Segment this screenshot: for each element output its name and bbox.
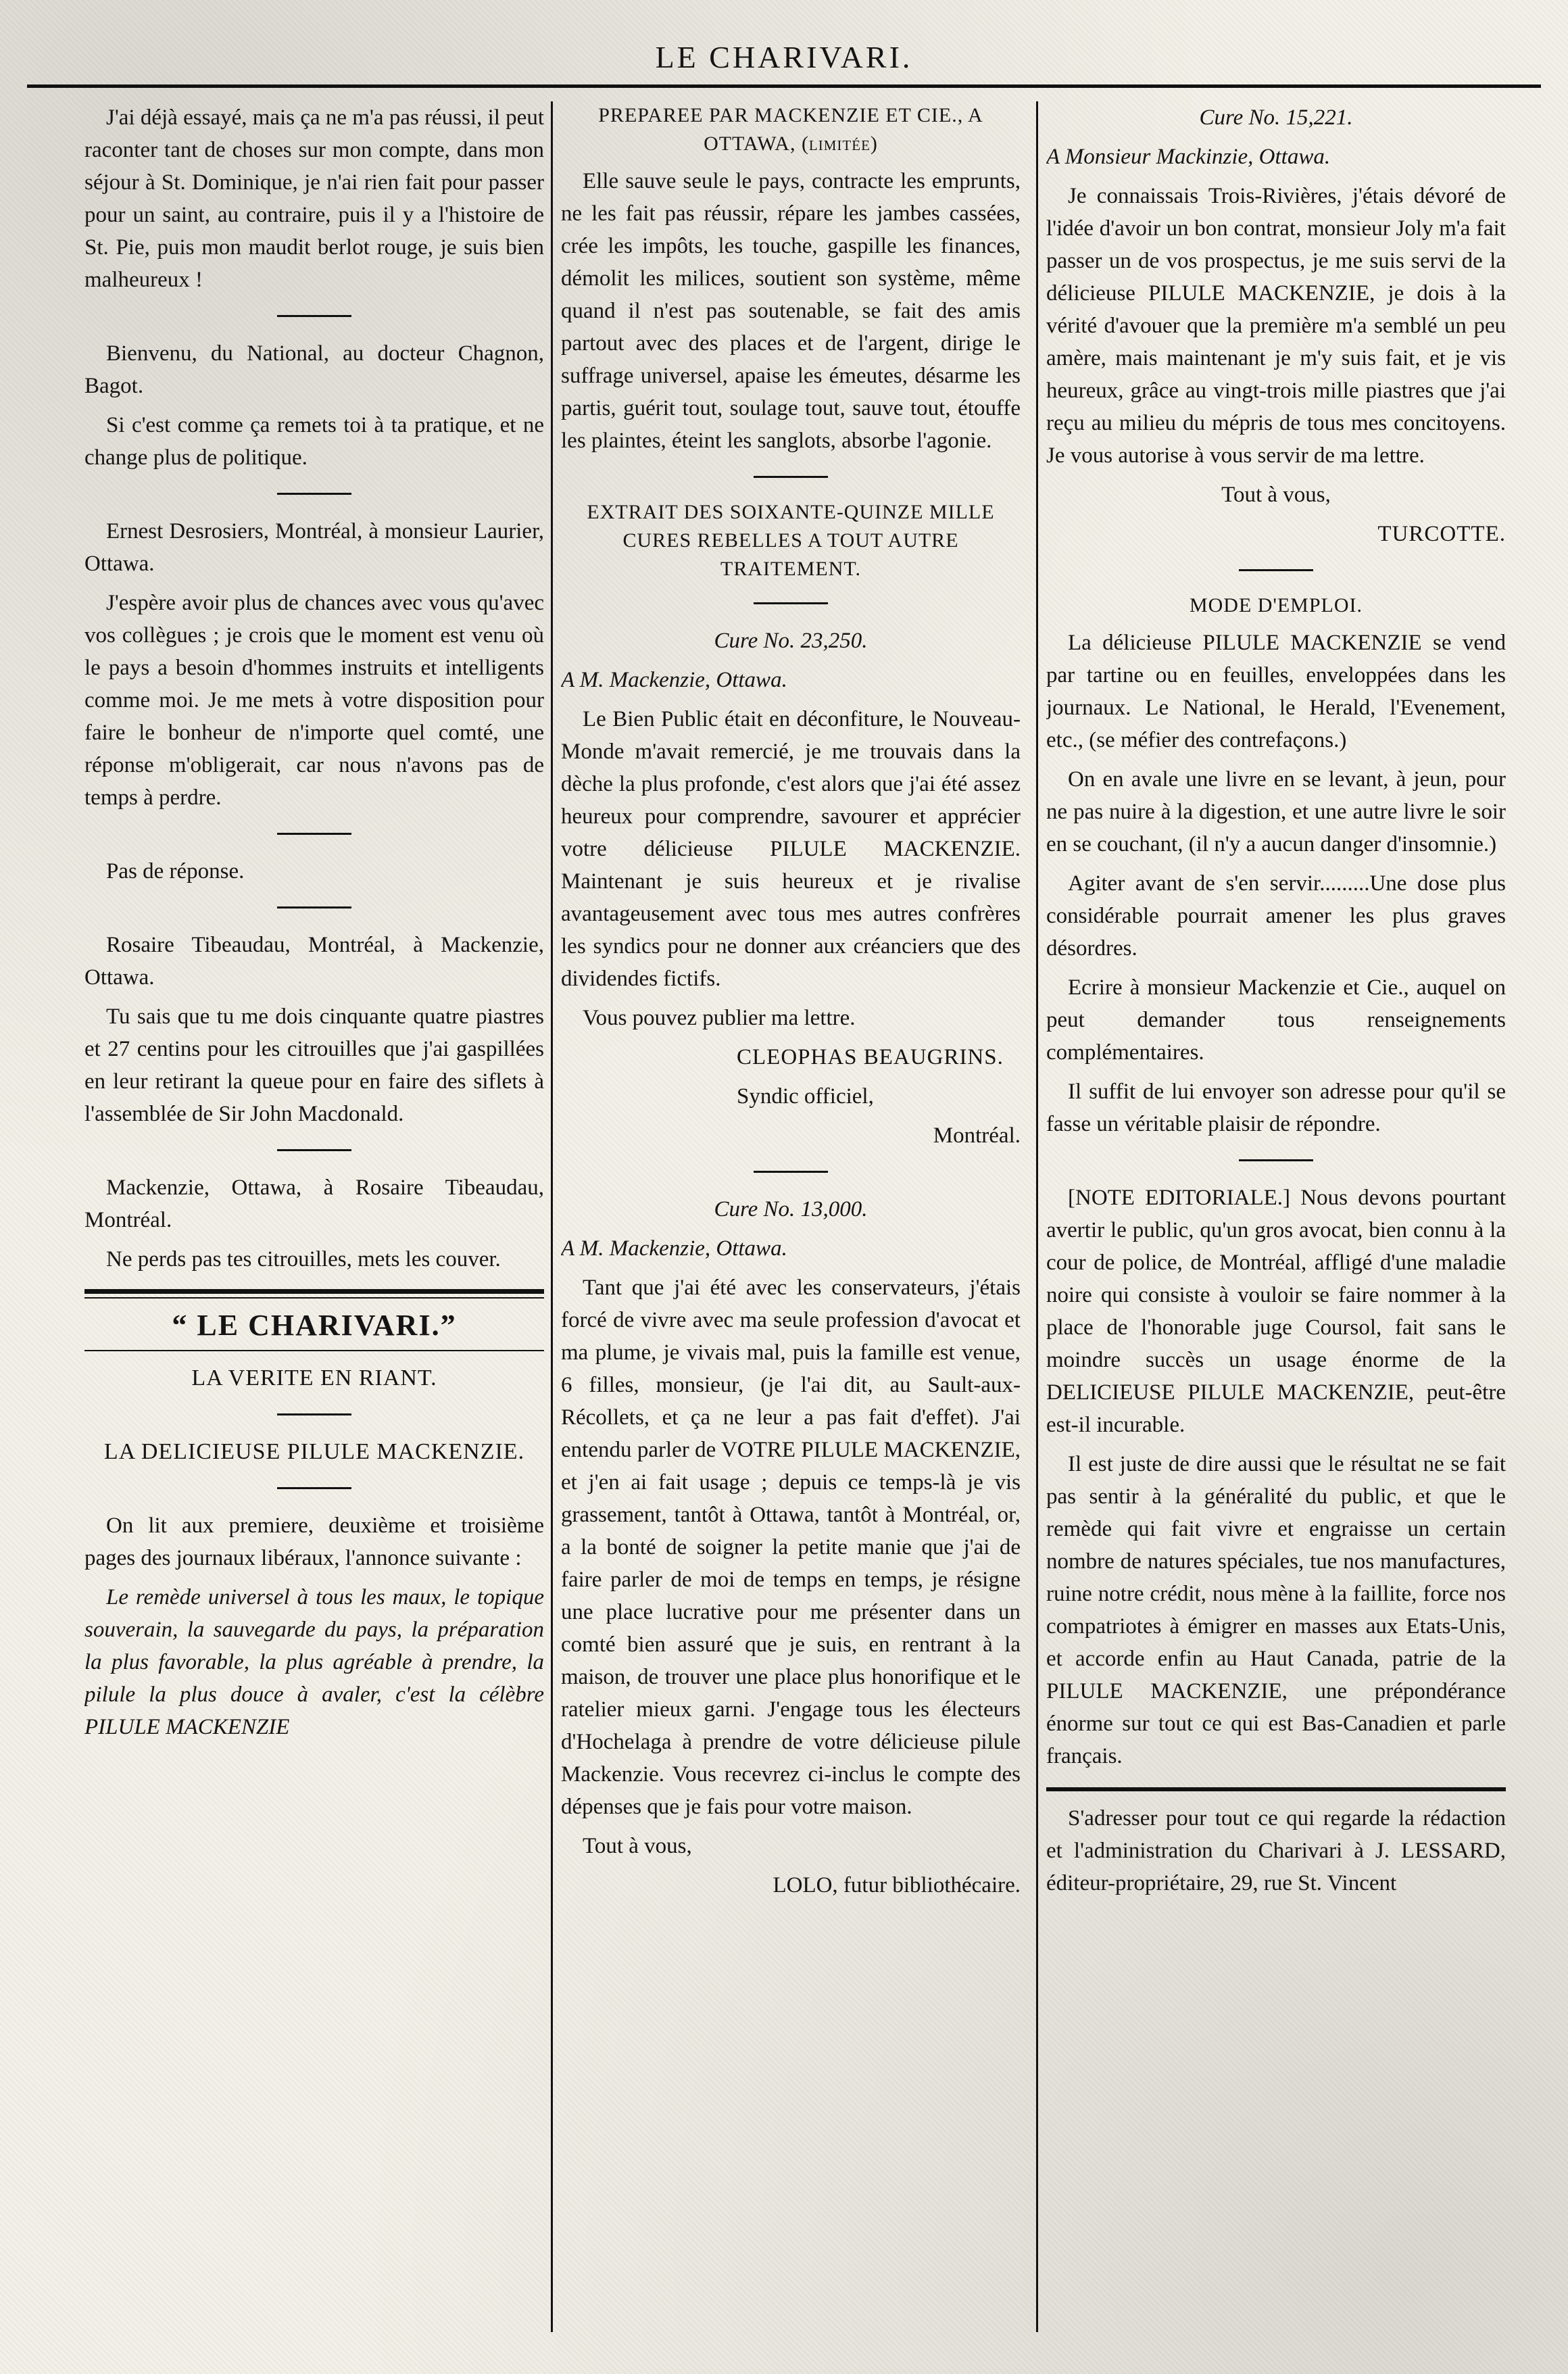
column-1 — [84, 101, 544, 2352]
column-2 — [561, 101, 1021, 2352]
cure2-title: Cure No. 13,000. — [714, 1197, 868, 1221]
cure1-signature-place: Montréal. — [933, 1123, 1021, 1148]
col1-paragraph-4: Ernest Desrosiers, Montréal, à monsieur Laurier, Ottawa. — [84, 519, 544, 576]
col2-header: PREPAREE PAR MACKENZIE ET CIE., A OTTAWA, (limitée) — [598, 104, 983, 155]
col1-paragraph-8: Tu sais que tu me dois cinquante quatre piastres et 27 centins pour les citrouilles que j'ai gaspillées en leur retirant la queue pour en faire des siflets à l'assemblée de Sir John Macdonald. — [84, 1004, 544, 1126]
col1-paragraph-1: J'ai déjà essayé, mais ça ne m'a pas réussi, il peut raconter tant de choses sur mon compte, dans mon séjour à St. Dominique, je n'ai rien fait pour passer pour un saint, au contraire, puis il y a l'histoire de St. Pie, puis mon maudit berlot rouge, je suis bien malheureux ! — [84, 105, 544, 292]
col2-paragraph-1: Elle sauve seule le pays, contracte les emprunts, ne les fait pas réussir, répare les jambes cassées, crée les impôts, les touche, gaspille les finances, démolit les milices, soutient son système, même quand il n'est pas soutenable, se fait des amis partout avec des places et de l'argent, dirige le suffrage universel, apaise les émeutes, désarme les partis, guérit tout, soulage tout, sauve tout, étouffe les plaintes, éteint les sanglots, absorbe l'agonie. — [561, 169, 1021, 453]
publisher-footer: S'adresser pour tout ce qui regarde la rédaction et l'administration du Charivari à J. LESSARD, éditeur-propriétaire, 29, rue St. Vincent — [1046, 1806, 1506, 1895]
separator — [1239, 569, 1313, 571]
mode-paragraph-1: La délicieuse PILULE MACKENZIE se vend par tartine ou en feuilles, enveloppées dans les journaux. Le National, le Herald, l'Evenement, etc., (se méfier des contrefaçons.) — [1046, 631, 1506, 752]
separator — [277, 833, 351, 835]
column-divider-1 — [551, 101, 553, 2332]
cure3-body: Je connaissais Trois-Rivières, j'étais dévoré de l'idée d'avoir un bon contrat, monsieur Joly m'a fait passer un de vos prospectus, je me suis servi de la délicieuse PILULE MACKENZIE, je dois à la vérité d'avouer que la première m'a semblé un peu amère, mais maintenant je m'y suis fait, et je vis heureux, grâce au vingt-trois mille piastres que j'ai reçu au milieu du mépris de tous mes concitoyens. Je vous autorise à vous servir de ma lettre. — [1046, 184, 1506, 468]
editorial-note-1: [NOTE EDITORIALE.] Nous devons pourtant avertir le public, qu'un gros avocat, bien connu à la cour de police, de Montréal, affligé d'une maladie noire qui consiste à vouloir se faire nommer à la place de l'honorable juge Coursol, fait sans le moindre succès un usage énorme de la DELICIEUSE PILULE MACKENZIE, peut-être est-il incurable. — [1046, 1186, 1506, 1437]
cure3-closing: Tout à vous, — [1221, 483, 1331, 507]
cure2-body: Tant que j'ai été avec les conservateurs, j'étais forcé de vivre avec ma seule profession d'avocat et ma plume, je vivais mal, puis la famille est venue, 6 filles, monsieur, (je l'ai dit, au Sault-aux-Récollets, et ça ne leur a pas fait d'effet). J'ai entendu parler de VOTRE PILULE MACKENZIE, et j'en ai fait usage ; depuis ce temps-là je vis grassement, tantôt à Ottawa, tantôt à Montréal, or, a la bonté de soigner la petite manie que j'ai de faire parler de moi de temps en temps, je résigne une place lucrative pour me présenter dans un comté bien assuré que je suis, en rentrant à la maison, de trouver une place plus honorifique et le ratelier mieux garni. J'engage tous les électeurs d'Hochelaga à prendre de votre délicieuse pilule Mackenzie. Vous recevrez ci-inclus le compte des dépenses que je fais pour votre maison. — [561, 1276, 1021, 1819]
column-3 — [1046, 101, 1506, 2352]
cure3-signature: TURCOTTE. — [1377, 522, 1506, 546]
column-divider-2 — [1036, 101, 1038, 2332]
separator — [1239, 1159, 1313, 1161]
separator — [277, 906, 351, 909]
mode-paragraph-4: Ecrire à monsieur Mackenzie et Cie., auquel on peut demander tous renseignements complémentaires. — [1046, 975, 1506, 1065]
cure1-signature-name: CLEOPHAS BEAUGRINS. — [737, 1045, 1004, 1069]
thin-rule — [84, 1350, 544, 1351]
cure1-address: A M. Mackenzie, Ottawa. — [561, 668, 787, 692]
col1-paragraph-3: Si c'est comme ça remets toi à ta pratique, et ne change plus de politique. — [84, 413, 544, 470]
separator — [754, 476, 828, 478]
mode-paragraph-5: Il suffit de lui envoyer son adresse pour qu'il se fasse un véritable plaisir de répondre. — [1046, 1080, 1506, 1136]
col1-paragraph-5: J'espère avoir plus de chances avec vous qu'avec vos collègues ; je crois que le moment est venu où le pays a besoin d'hommes instruits et intelligents comme moi. Je me mets à votre disposition pour faire le bonheur de n'importe quel comté, une réponse m'obligerait, car nous n'avons pas de temps à perdre. — [84, 591, 544, 810]
cure1-title: Cure No. 23,250. — [714, 629, 868, 653]
separator — [277, 493, 351, 495]
extract-heading: EXTRAIT DES SOIXANTE-QUINZE MILLE CURES REBELLES A TOUT AUTRE TRAITEMENT. — [587, 501, 995, 580]
separator — [277, 315, 351, 317]
charivari-banner: “ LE CHARIVARI.” — [172, 1309, 457, 1342]
masthead-rule — [27, 84, 1541, 88]
motto: LA VERITE EN RIANT. — [191, 1365, 437, 1390]
cure3-title: Cure No. 15,221. — [1199, 105, 1353, 130]
col1-paragraph-6: Pas de réponse. — [106, 859, 245, 883]
cure1-closing: Vous pouvez publier ma lettre. — [583, 1006, 856, 1030]
col1-paragraph-10: Ne perds pas tes citrouilles, mets les couver. — [106, 1247, 501, 1271]
section-title: LA DELICIEUSE PILULE MACKENZIE. — [103, 1439, 525, 1464]
mode-paragraph-3: Agiter avant de s'en servir.........Une dose plus considérable pourrait amener les plus graves désordres. — [1046, 871, 1506, 961]
mode-emploi-heading: MODE D'EMPLOI. — [1189, 594, 1363, 616]
cure2-address: A M. Mackenzie, Ottawa. — [561, 1236, 787, 1261]
mode-paragraph-2: On en avale une livre en se levant, à jeun, pour ne pas nuire à la digestion, et une autre livre le soir en se couchant, (il n'y a aucun danger d'insomnie.) — [1046, 767, 1506, 856]
separator — [277, 1413, 351, 1415]
editorial-note-2: Il est juste de dire aussi que le résultat ne se fait pas sentir à la généralité du public, et que le remède qui fait vivre et engraisse un certain nombre de natures spéciales, tue nos manufactures, ruine notre crédit, nous mène à la faillite, force nos compatriotes à émigrer en masses aux Etats-Unis, et accorde enfin au Haut Canada, patrie de la PILULE MACKENZIE, une prépondérance énorme sur tout ce qui est Bas-Canadien et parle français. — [1046, 1452, 1506, 1768]
col1-paragraph-11: On lit aux premiere, deuxième et troisième pages des journaux libéraux, l'annonce suivante : — [84, 1513, 544, 1570]
cure1-signature-title: Syndic officiel, — [737, 1084, 874, 1109]
masthead — [27, 27, 1541, 88]
col1-advert-blurb: Le remède universel à tous les maux, le topique souverain, la sauvegarde du pays, la préparation la plus favorable, la plus agréable à prendre, la pilule la plus douce à avaler, c'est la célèbre PILULE MACKENZIE — [84, 1585, 544, 1739]
cure2-signature: LOLO, futur bibliothécaire. — [773, 1873, 1021, 1897]
separator — [754, 602, 828, 604]
col1-paragraph-7: Rosaire Tibeaudau, Montréal, à Mackenzie, Ottawa. — [84, 933, 544, 990]
cure2-closing: Tout à vous, — [583, 1834, 692, 1858]
col1-paragraph-2: Bienvenu, du National, au docteur Chagnon, Bagot. — [84, 341, 544, 398]
double-rule — [84, 1289, 544, 1299]
separator — [277, 1149, 351, 1151]
separator — [754, 1171, 828, 1173]
masthead-title: LE CHARIVARI. — [655, 40, 913, 74]
cure1-body: Le Bien Public était en déconfiture, le Nouveau-Monde m'avait remercié, je me trouvais dans la dèche la plus profonde, c'est alors que j'ai été assez heureux pour comprendre, savourer et apprécier votre délicieuse PILULE MACKENZIE. Maintenant je suis heureux et je rivalise avantageusement avec tous mes autres confrères les syndics pour ne donner aux créanciers que des dividendes fictifs. — [561, 707, 1021, 991]
bottom-rule — [1046, 1787, 1506, 1791]
col1-paragraph-9: Mackenzie, Ottawa, à Rosaire Tibeaudau, Montréal. — [84, 1176, 544, 1232]
cure3-address: A Monsieur Mackinzie, Ottawa. — [1046, 145, 1331, 169]
separator — [277, 1487, 351, 1489]
